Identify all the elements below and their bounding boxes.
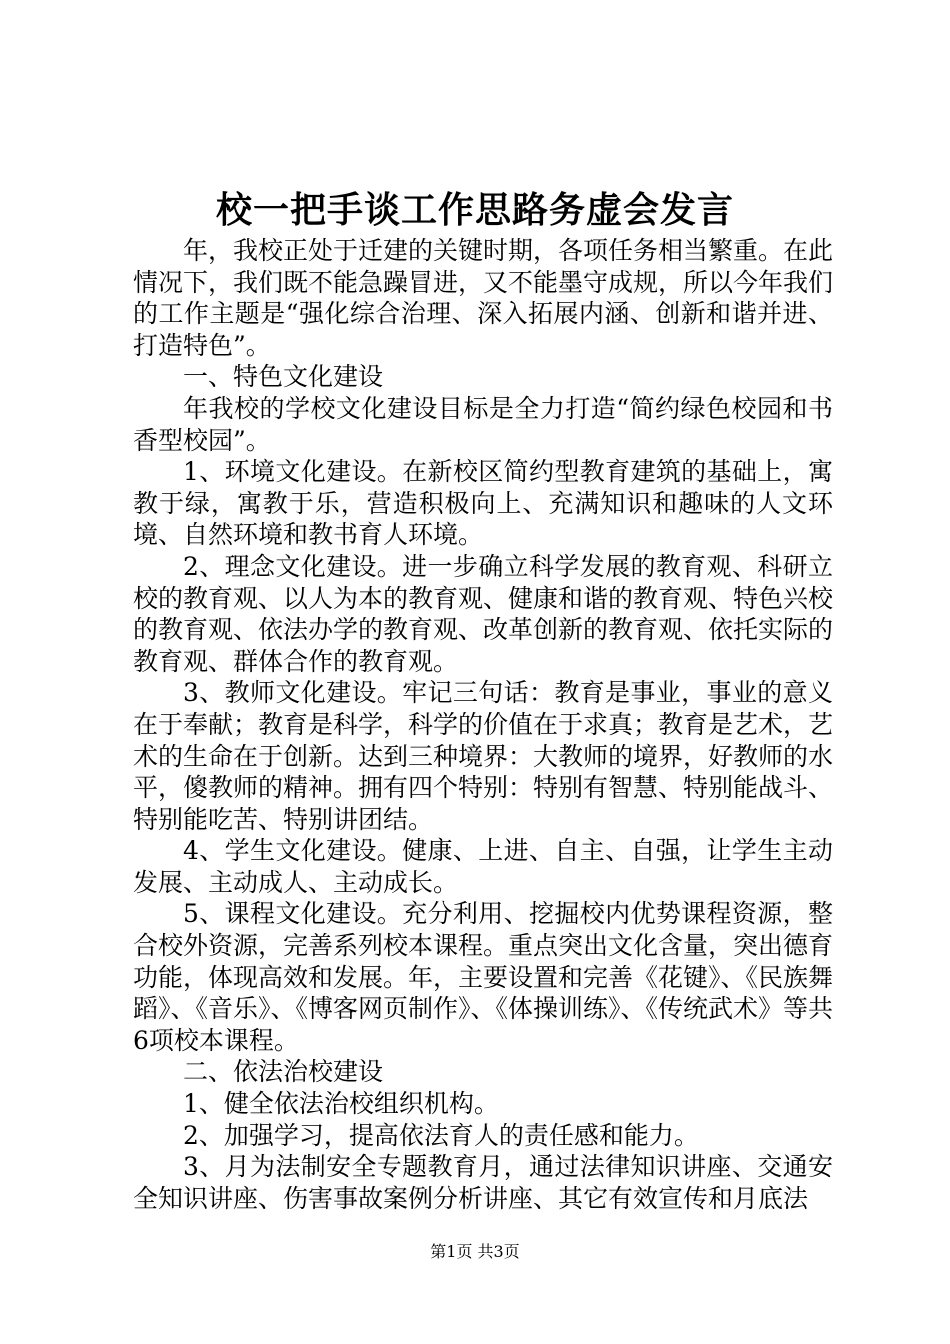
- paragraph-item-4: 4、学生文化建设。健康、上进、自主、自强，让学生主动发展、主动成人、主动成长。: [133, 836, 833, 897]
- section-heading-1: 一、特色文化建设: [183, 362, 384, 392]
- paragraph-item-3: 3、教师文化建设。牢记三句话：教育是事业，事业的意义在于奉献；教育是科学，科学的价值在于求真；教育是艺术，艺术的生命在于创新。达到三种境界：大教师的境界，好教师的水平，傻教师的精神。拥有四个特别：特别有智慧、特别能战斗、特别能吃苦、特别讲团结。: [133, 678, 834, 834]
- paragraph-law-3: 3、月为法制安全专题教育月，通过法律知识讲座、交通安全知识讲座、伤害事故案例分析讲座、其它有效宣传和月底法: [133, 1152, 833, 1213]
- document-title: 校一把手谈工作思路务虚会发言: [215, 189, 734, 231]
- section-heading-2: 二、依法治校建设: [183, 1057, 384, 1087]
- paragraph-item-1: 1、环境文化建设。在新校区简约型教育建筑的基础上，寓教于绿，寓教于乐，营造积极向上、充满知识和趣味的人文环境、自然环境和教书育人环境。: [133, 457, 833, 550]
- page-footer: 第1页 共3页: [430, 1242, 520, 1261]
- paragraph-culture-goal: 年我校的学校文化建设目标是全力打造“简约绿色校园和书香型校园”。: [133, 393, 833, 455]
- document-body: [133, 235, 833, 1214]
- paragraph-law-1: 1、健全依法治校组织机构。: [183, 1089, 499, 1119]
- paragraph-item-5: 5、课程文化建设。充分利用、挖掘校内优势课程资源，整合校外资源，完善系列校本课程。重点突出文化含量，突出德育功能，体现高效和发展。年，主要设置和完善《花键》、《民族舞蹈》、《音乐》、《博客网页制作》、《体操训练》、《传统武术》等共6项校本课程。: [133, 899, 834, 1055]
- paragraph-intro: 年，我校正处于迁建的关键时期，各项任务相当繁重。在此情况下，我们既不能急躁冒进，又不能墨守成规，所以今年我们的工作主题是“强化综合治理、深入拓展内涵、创新和谐并进、打造特色”。: [133, 236, 834, 360]
- paragraph-law-2: 2、加强学习，提高依法育人的责任感和能力。: [183, 1120, 699, 1150]
- paragraph-item-2: 2、理念文化建设。进一步确立科学发展的教育观、科研立校的教育观、以人为本的教育观、健康和谐的教育观、特色兴校的教育观、依法办学的教育观、改革创新的教育观、依托实际的教育观、群体合作的教育观。: [133, 551, 834, 676]
